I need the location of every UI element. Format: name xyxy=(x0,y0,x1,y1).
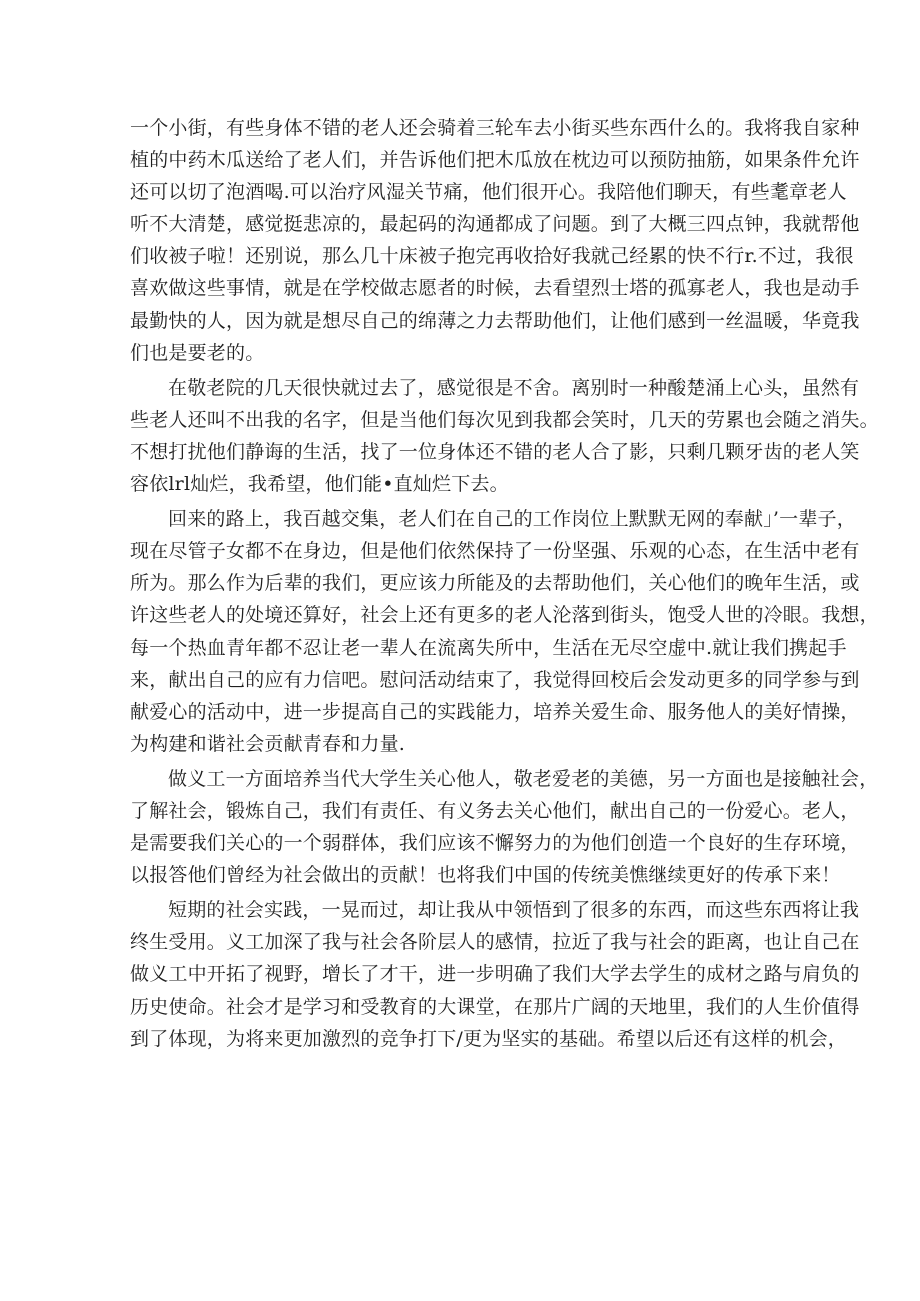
text-line: 终生受用。义工加深了我与社会各阶层人的感情，拉近了我与社会的距离，也让自己在 xyxy=(130,931,860,954)
text-line: 现在尽管子女都不在身边，但是他们依然保持了一份坚强、乐观的心态，在生活中老有 xyxy=(130,540,860,563)
text-line: 们也是要老的。 xyxy=(130,341,265,364)
text-line: 容依lrl灿烂，我希望，他们能•直灿烂下去。 xyxy=(130,473,509,496)
paragraph xyxy=(130,763,879,891)
paragraph xyxy=(130,372,879,500)
text-line: 短期的社会实践，一晃而过，却让我从中领悟到了很多的东西，而这些东西将让我 xyxy=(168,899,860,922)
text-line: 在敬老院的几天很快就过去了，感觉很是不舍。离别时一种酸楚涌上心头，虽然有 xyxy=(168,376,860,399)
text-line: 最勤快的人，因为就是想尽自己的绵薄之力去帮助他们，让他们感到一丝温暖，华竟我 xyxy=(130,309,860,332)
text-line: 喜欢做这些事情，就是在学校做志愿者的时候，去看望烈士塔的孤寡老人，我也是动手 xyxy=(130,277,860,300)
text-line: 植的中药木瓜送给了老人们，并告诉他们把木瓜放在枕边可以预防抽筋，如果条件允许 xyxy=(130,149,860,172)
paragraph xyxy=(130,894,860,1054)
paragraph xyxy=(130,503,879,760)
text-line: 做义工一方面培养当代大学生关心他人，敬老爱老的美德，另一方面也是接触社会， xyxy=(168,767,879,790)
text-line: 些老人还叫不出我的名字，但是当他们每次见到我都会笑时，几天的劳累也会随之消失。 xyxy=(130,408,879,431)
text-line: 许这些老人的处境还算好，社会上还有更多的老人沦落到街头，饱受人世的冷眼。我想， xyxy=(130,604,879,627)
text-line: 所为。那么作为后辈的我们，更应该力所能及的去帮助他们，关心他们的晚年生活，或 xyxy=(130,572,860,595)
text-line: 听不大清楚，感觉挺悲凉的，最起码的沟通都成了问题。到了大概三四点钟，我就帮他 xyxy=(130,213,860,236)
text-line: 们收被子啦！还别说，那么几十床被子抱完再收拾好我就己经累的快不行r.不过，我很 xyxy=(130,245,854,268)
text-line: 是需要我们关心的一个弱群体，我们应该不懈努力的为他们创造一个良好的生存环境， xyxy=(130,832,860,855)
text-line: 不想打扰他们静诲的生活，找了一位身体还不错的老人合了影，只剩几颗牙齿的老人笑 xyxy=(130,440,860,463)
document-body xyxy=(130,112,879,1058)
text-line: 为构建和谐社会贡献青春和力量. xyxy=(130,732,406,755)
paragraph xyxy=(130,112,860,369)
text-line: 了解社会，锻炼自己，我们有责任、有义务去关心他们，献出自己的一份爱心。老人， xyxy=(130,799,860,822)
text-line: 回来的路上，我百越交集，老人们在自己的工作岗位上默默无网的奉献」’一辈子， xyxy=(168,508,856,531)
text-line: 献爱心的活动中，进一步提高自己的实践能力，培养关爱生命、服务他人的美好情操， xyxy=(130,700,860,723)
text-line: 来，献出自己的应有力信吧。慰问活动结束了，我觉得回校后会发动更多的同学参与到 xyxy=(130,668,860,691)
text-line: 历史使命。社会才是学习和受教育的大课堂，在那片广阔的天地里，我们的人生价值得 xyxy=(130,995,860,1018)
text-line: 到了体现，为将来更加激烈的竞争打下/更为坚实的基础。希望以后还有这样的机会， xyxy=(130,1027,848,1050)
text-line: 做义工中开拓了视野，增长了才干，进一步明确了我们大学去学生的成材之路与肩负的 xyxy=(130,963,860,986)
text-line: 一个小街，有些身体不错的老人还会骑着三轮车去小街买些东西什么的。我将我自家种 xyxy=(130,117,860,139)
text-line: 每一个热血青年都不忍让老一辈人在流离失所中，生活在无尽空虚中.就让我们携起手 xyxy=(130,636,847,659)
text-line: 以报答他们曾经为社会做出的贡献！也将我们中国的传统美憔继续更好的传承下来！ xyxy=(130,864,841,887)
text-line: 还可以切了泡酒喝.可以治疗风湿关节痛，他们很开心。我陪他们聊天，有些耄章老人 xyxy=(130,181,847,204)
